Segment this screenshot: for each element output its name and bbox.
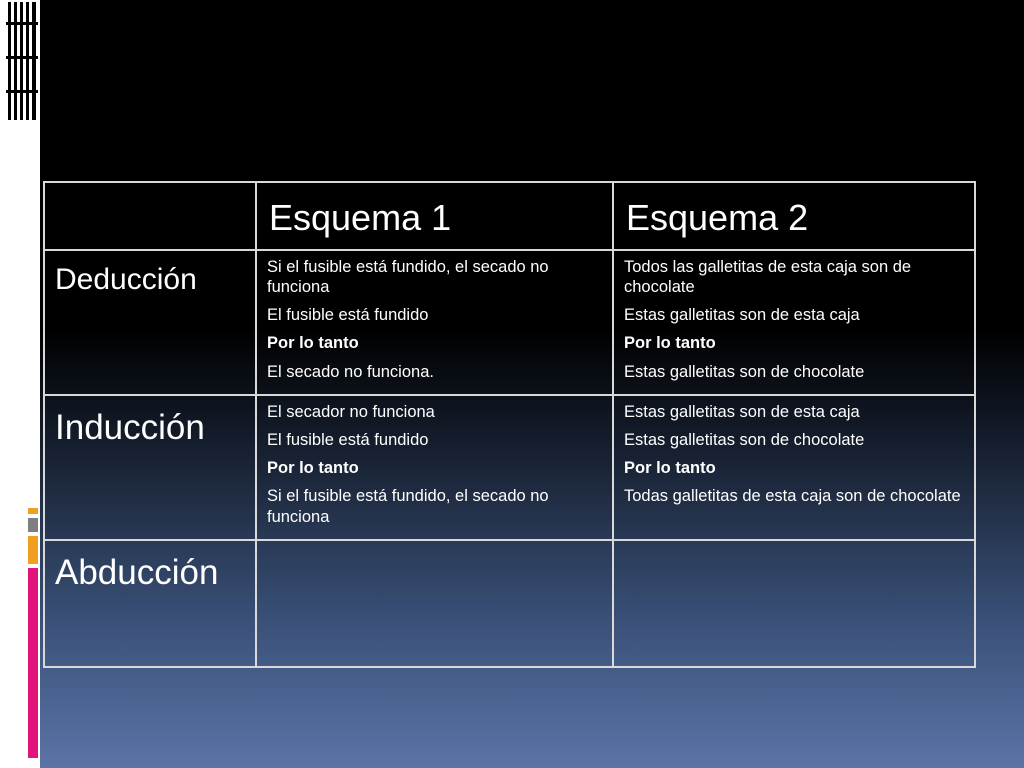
cell-line-connector: Por lo tanto	[624, 334, 716, 353]
cell-line: Estas galletitas son de chocolate	[624, 362, 865, 381]
header-esquema-1: Esquema 1	[256, 182, 613, 250]
header-esquema-2: Esquema 2	[613, 182, 975, 250]
cell-line: Estas galletitas son de esta caja	[624, 306, 860, 325]
cell-line: Si el fusible está fundido, el secado no funciona	[267, 258, 549, 297]
comparison-table	[43, 181, 976, 668]
row-label-induccion: Inducción	[44, 395, 256, 540]
cell-line: Si el fusible está fundido, el secado no funciona	[267, 487, 549, 526]
accent-bars	[28, 508, 40, 758]
stacked-pages-icon	[6, 2, 38, 120]
header-blank-cell	[44, 182, 256, 250]
cell-line-connector: Por lo tanto	[624, 459, 716, 478]
cell-line: El fusible está fundido	[267, 431, 429, 450]
cell-induccion-esquema-2	[613, 395, 975, 540]
table-header-row	[44, 182, 975, 250]
cell-line: Estas galletitas son de chocolate	[624, 431, 865, 450]
cell-abduccion-esquema-2	[613, 540, 975, 667]
cell-line: Todas galletitas de esta caja son de chocolate	[624, 487, 961, 506]
cell-deduccion-esquema-2	[613, 250, 975, 395]
table-row-induccion	[44, 395, 975, 540]
cell-induccion-esquema-1	[256, 395, 613, 540]
table-row-abduccion	[44, 540, 975, 667]
cell-line: El secado no funciona.	[267, 362, 434, 381]
cell-deduccion-esquema-1	[256, 250, 613, 395]
row-label-abduccion: Abducción	[44, 540, 256, 667]
row-label-deduccion: Deducción	[44, 250, 256, 395]
cell-line: Estas galletitas son de esta caja	[624, 403, 860, 421]
cell-line: El fusible está fundido	[267, 306, 429, 325]
cell-line-connector: Por lo tanto	[267, 334, 359, 353]
cell-line: Todos las galletitas de esta caja son de chocolate	[624, 258, 912, 297]
table-row-deduccion	[44, 250, 975, 395]
cell-abduccion-esquema-1	[256, 540, 613, 667]
cell-line-connector: Por lo tanto	[267, 459, 359, 478]
cell-line: El secador no funciona	[267, 403, 435, 421]
